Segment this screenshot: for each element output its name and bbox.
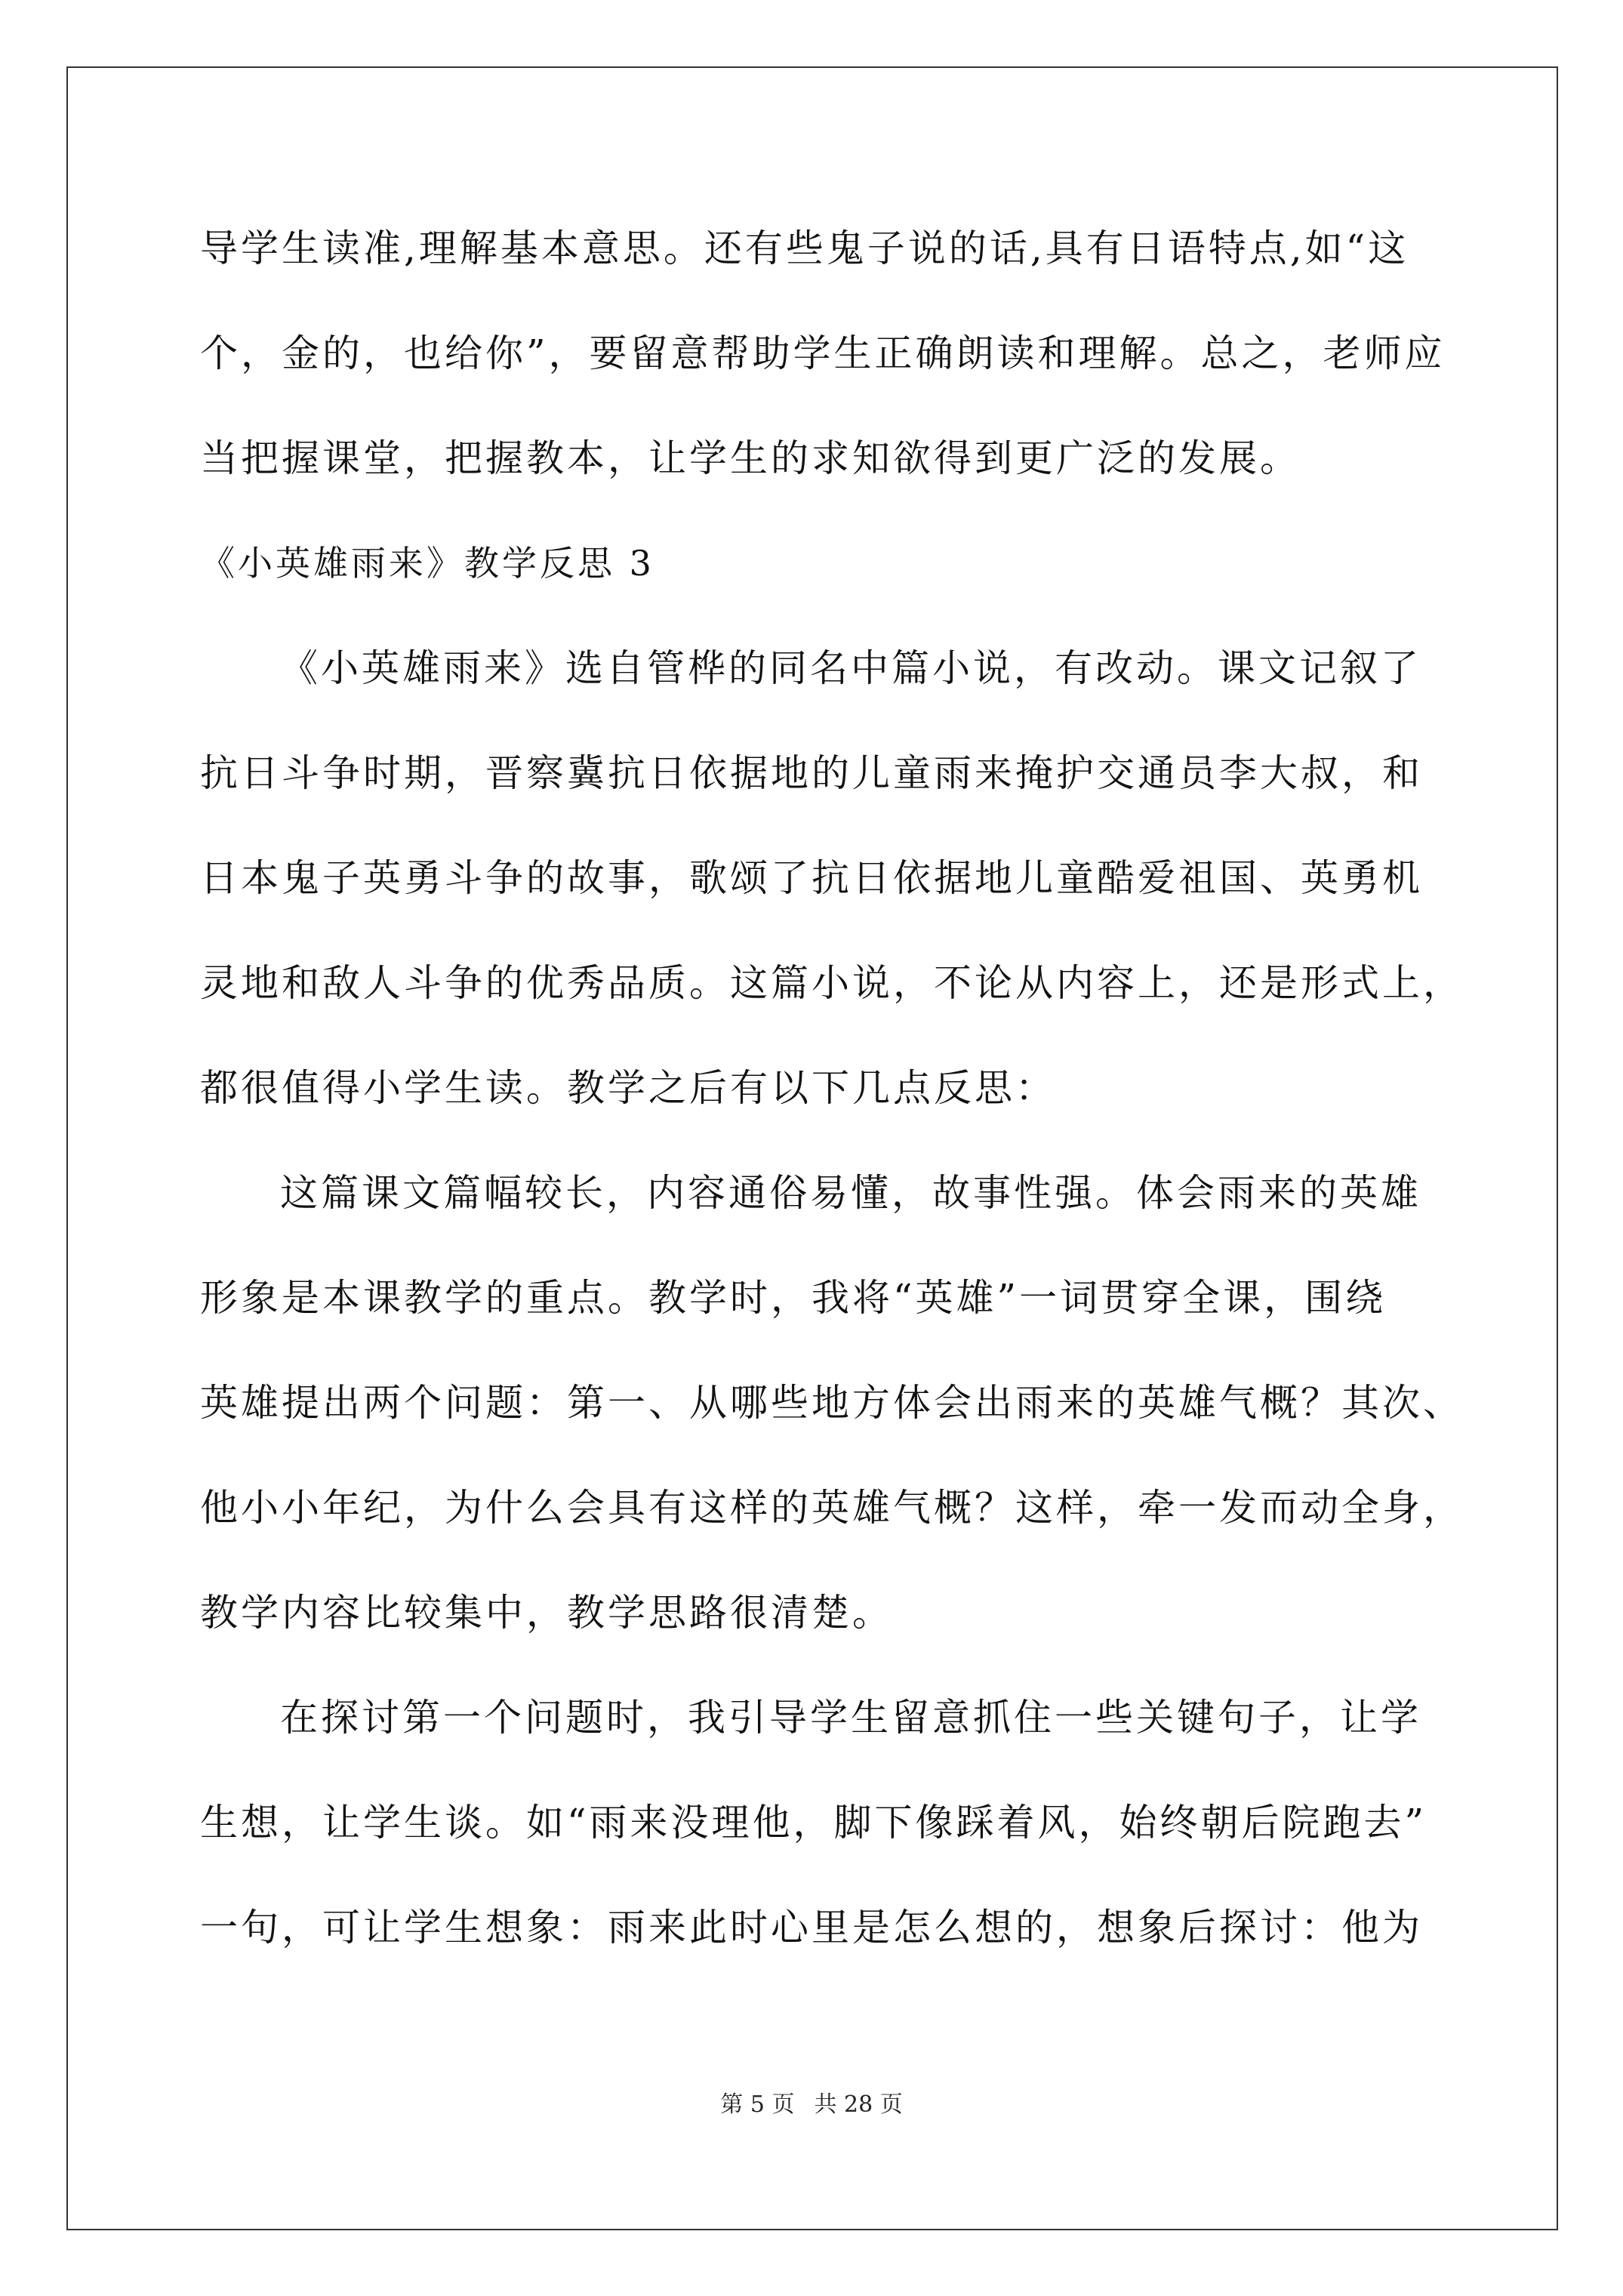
text-line: 教学内容比较集中，教学思路很清楚。 (200, 1591, 893, 1635)
text-line: 个，金的，也给你”，要留意帮助学生正确朗读和理解。总之，老师应 (200, 331, 1446, 375)
text-line: 在探讨第一个问题时，我引导学生留意抓住一些关键句子，让学 (280, 1696, 1421, 1740)
text-line: 形象是本课教学的重点。教学时，我将“英雄”一词贯穿全课，围绕 (200, 1276, 1387, 1320)
text-line: 他小小年纪，为什么会具有这样的英雄气概？这样，牵一发而动全身， (200, 1486, 1464, 1530)
page-footer (0, 2090, 1623, 2120)
text-line: 生想，让学生谈。如“雨来没理他，脚下像踩着风，始终朝后院跑去” (200, 1801, 1427, 1845)
text-line: 一句，可让学生想象：雨来此时心里是怎么想的，想象后探讨：他为 (200, 1906, 1423, 1949)
text-line: 导学生读准,理解基本意思。还有些鬼子说的话,具有日语特点,如“这 (200, 227, 1409, 270)
text-line: 这篇课文篇幅较长，内容通俗易懂，故事性强。体会雨来的英雄 (280, 1171, 1421, 1215)
document-body (200, 196, 1464, 1980)
text-line: 都很值得小学生读。教学之后有以下几点反思： (200, 1066, 1056, 1110)
text-line: 抗日斗争时期，晋察冀抗日依据地的儿童雨来掩护交通员李大叔，和 (200, 751, 1423, 795)
section-heading: 《小英雄雨来》教学反思 3 (200, 543, 654, 584)
page-total: 共 28 页 (814, 2091, 903, 2118)
page-number: 第 5 页 (720, 2091, 795, 2118)
text-line: 当把握课堂，把握教本，让学生的求知欲得到更广泛的发展。 (200, 436, 1301, 480)
text-line: 灵地和敌人斗争的优秀品质。这篇小说，不论从内容上，还是形式上， (200, 961, 1464, 1005)
text-line: 《小英雄雨来》选自管桦的同名中篇小说，有改动。课文记叙了 (280, 646, 1421, 690)
text-line: 日本鬼子英勇斗争的故事，歌颂了抗日依据地儿童酷爱祖国、英勇机 (200, 856, 1423, 900)
text-line: 英雄提出两个问题：第一、从哪些地方体会出雨来的英雄气概？其次、 (200, 1381, 1464, 1425)
